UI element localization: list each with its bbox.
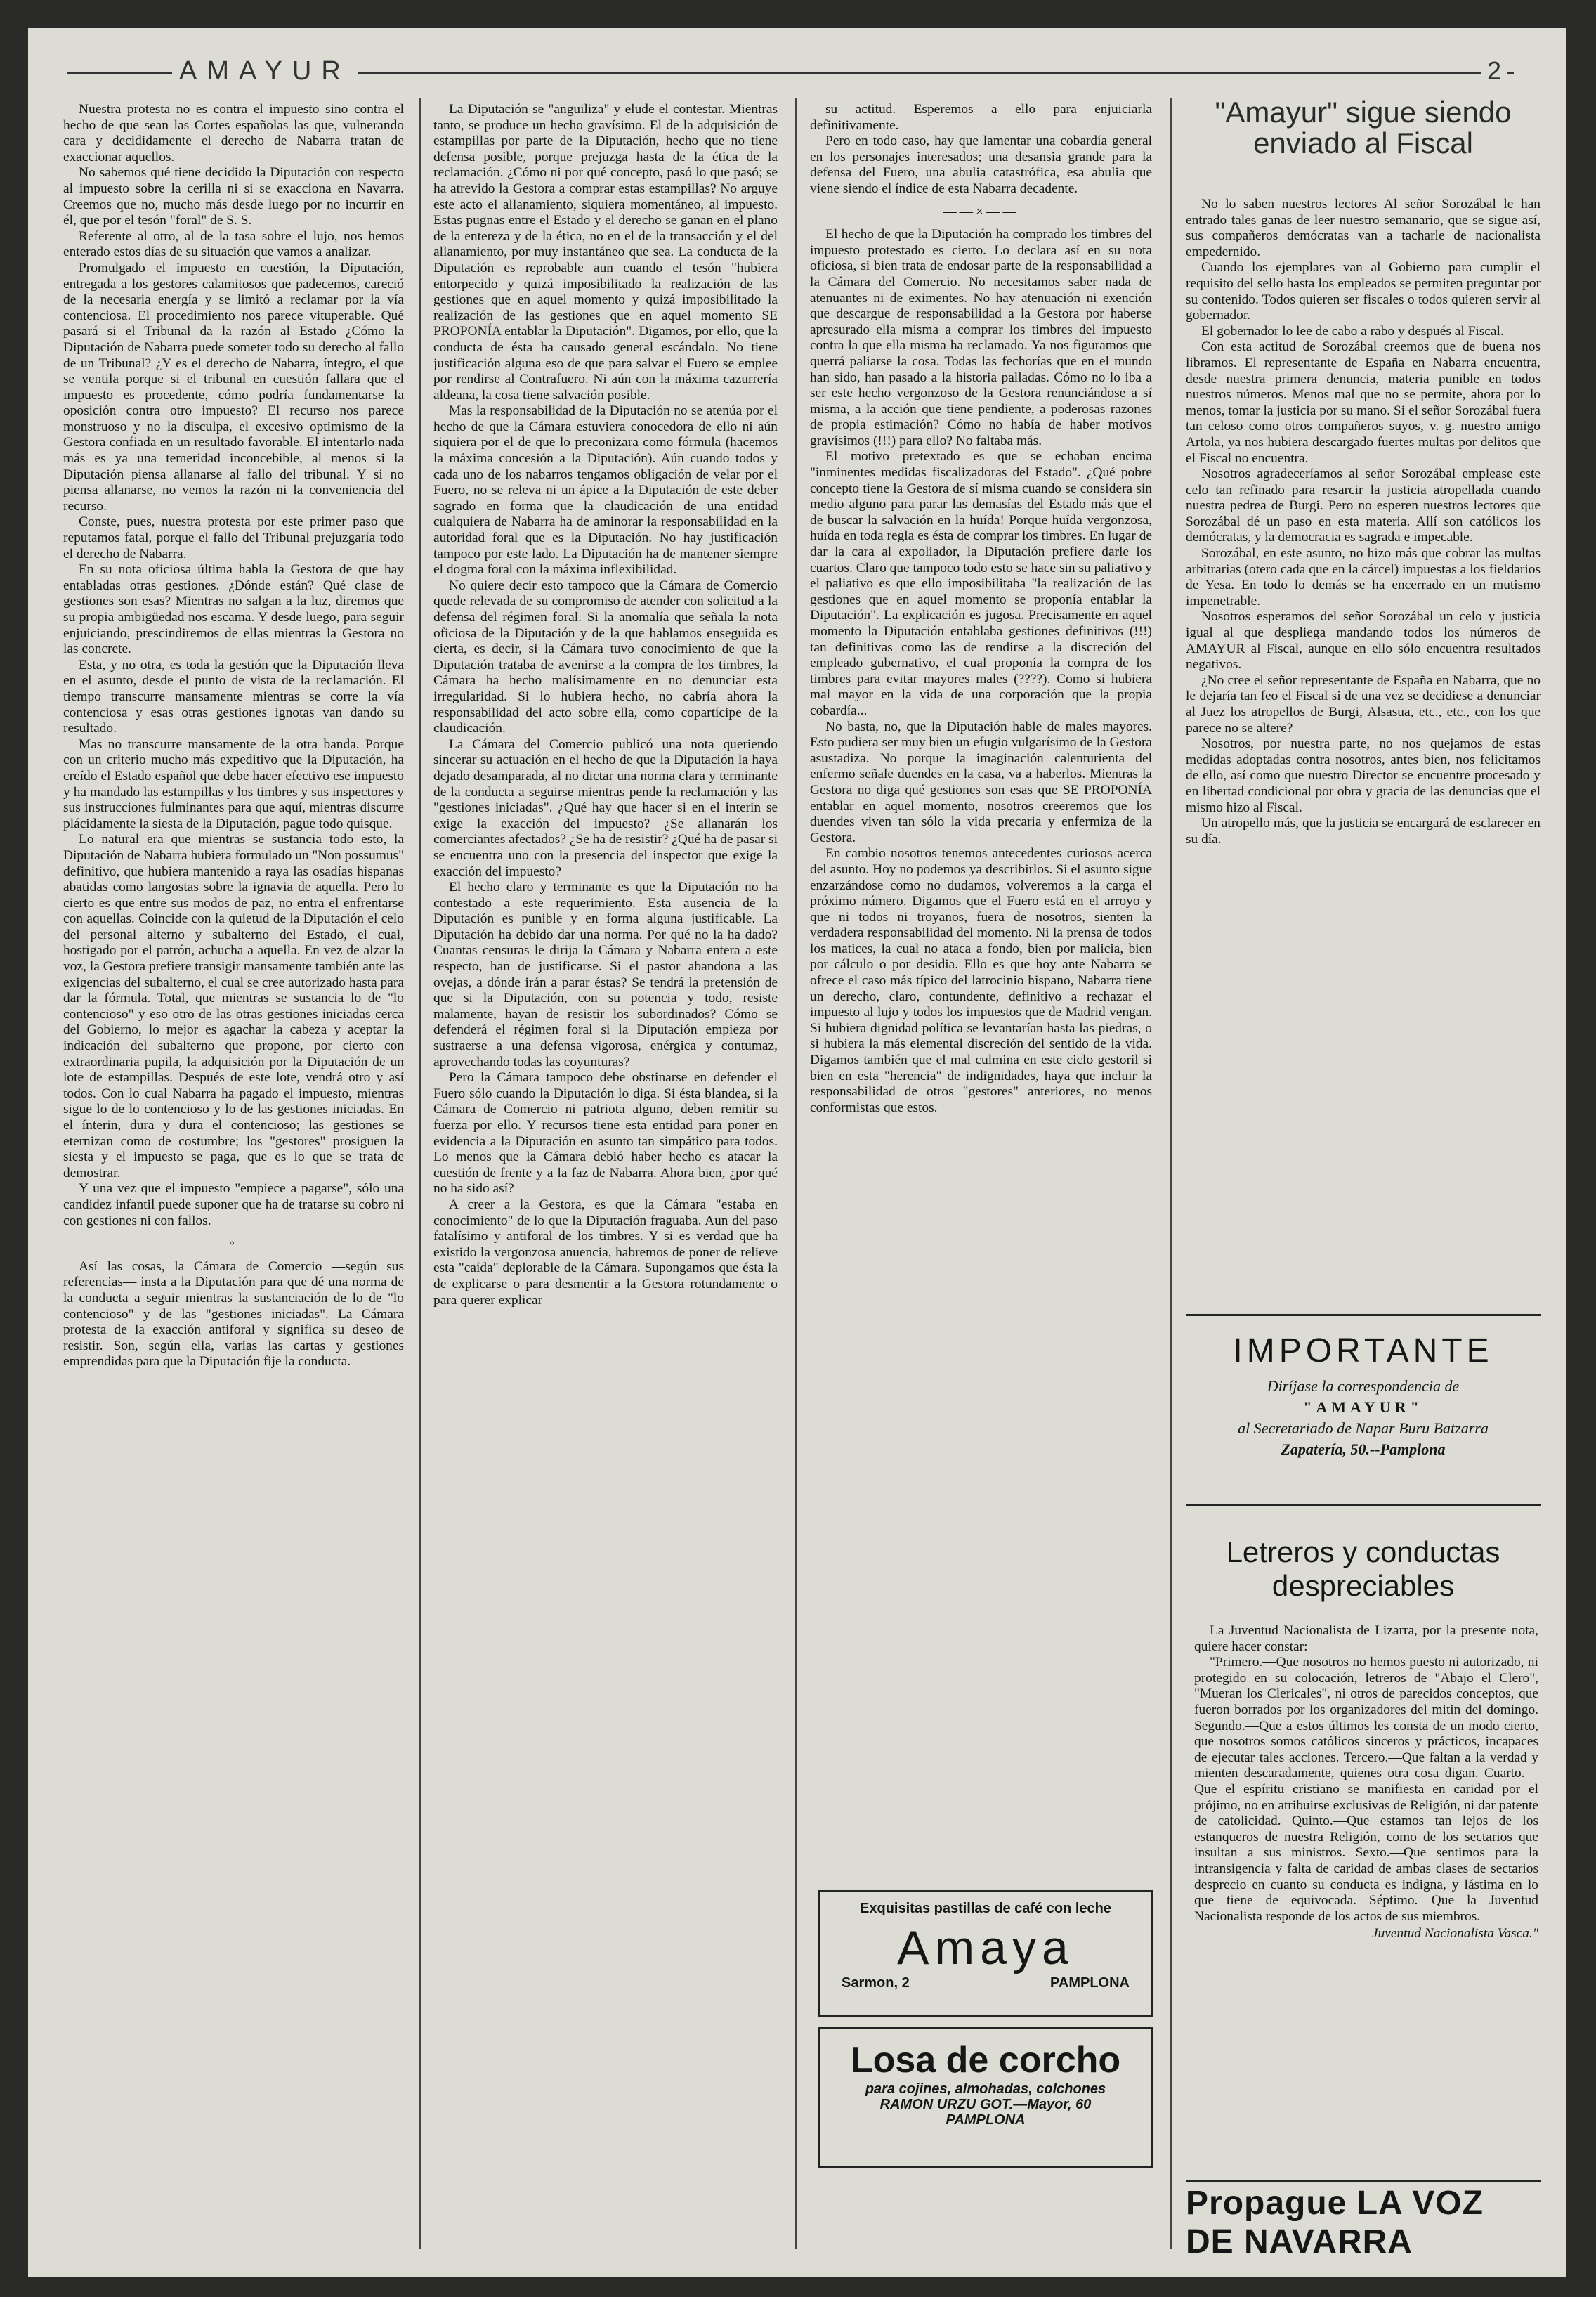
ad-city: PAMPLONA bbox=[946, 2112, 1026, 2128]
paragraph: No basta, no, que la Diputación hable de males mayores. Esto pudiera ser muy bien un efugio vulgarísimo de la Gestora asustadiza. No porque la imaginación calenturienta del enfermo señale duendes en la casa, va a haberlos. Mientras la Gestora no diga qué gestiones son esas que SE PROPONÍA entablar en aquel momento, nosotros creeremos que los duendes viven tan sólo la vida precaria y enfermiza de la Gestora. bbox=[810, 719, 1152, 845]
box-rule bbox=[1186, 2180, 1541, 2182]
ad-brand: Losa de corcho bbox=[850, 2040, 1121, 2081]
paragraph: La Cámara del Comercio publicó una nota queriendo sincerar su actuación en el hecho de que la Diputación la haya dejado desamparada, al no dictar una norma clara y terminante de la conducta a seguirse mientras pende la reclamación y las "gestiones iniciadas". ¿Qué hay que hacer si en el interin se exige la exacción del impuesto? ¿Se allanarán los comerciantes afectados? ¿Se ha de resistir? ¿Qué ha de pasar si se encuentra uno con la presencia del inspector que exige la exacción del impuesto? bbox=[433, 736, 778, 879]
section-separator: —◦— bbox=[213, 1236, 254, 1251]
paragraph: "Primero.—Que nosotros no hemos puesto ni autorizado, ni protegido en su colocación, letreros de "Abajo el Clero", "Mueran los Clericales", ni otros de parecidos conceptos, que fueron borrados por los organizadores del mitin del domingo. Segundo.—Que a estos últimos les consta de un modo cierto, que nosotros somos católicos sinceros y prácticos, incapaces de ejecutar tales acciones. Tercero.—Que faltan a la verdad y mienten descaradamente, quienes otra cosa digan. Cuarto.—Que el espíritu cristiano se manifiesta en caridad por el prójimo, no en atribuirse exclusivas de Religión, ni dar patente de catolicidad. Quinto.—Que estamos tan lejos de los estanqueros de nuestra Religión, como de los sectarios que insultan a sus ministros. Sexto.—Que sentimos para la intransigencia y falta de caridad de ambas clases de sectarios desprecio en cuanto su conducta es indigna, y lástima en lo que tiene de equivocada. Séptimo.—Que la Juventud Nacionalista responde de los actos de sus miembros. bbox=[1194, 1655, 1538, 1924]
paragraph: Cuando los ejemplares van al Gobierno para cumplir el requisito del sello hasta los empleados se permiten preguntar por su contenido. Todos quieren ser fiscales o todos quieren servir al gobernador. bbox=[1186, 260, 1541, 323]
paragraph: No lo saben nuestros lectores Al señor Sorozábal le han entrado tales ganas de leer nuestro semanario, que se sigue así, sus compañeros demócratas van a tacharle de nacionalista empedernido. bbox=[1186, 197, 1541, 259]
paragraph: El hecho claro y terminante es que la Diputación no ha contestado a este requerimiento. Esta ausencia de la Diputación es punible y en forma alguna justificable. La Diputación ha debido dar una norma. Por qué no la ha dado? Cuantas censuras le dirija la Cámara y Nabarra entera a este respecto, han de justificarse. Si el pastor abandona a las ovejas, a dónde irán a parar éstas? Se tendrá la pretensión de que si la Diputación, con su potencia y todo, resiste malamente, hayan de resistir los subordinados? Cómo se defenderá el régimen foral si la Diputación empieza por sustraerse a una defensa vigorosa, enérgica y contumaz, aprovechando todas las coyunturas? bbox=[433, 880, 778, 1069]
paragraph: Un atropello más, que la justicia se encargará de esclarecer en su día. bbox=[1186, 816, 1541, 847]
importante-line: Diríjase la correspondencia de bbox=[1267, 1377, 1460, 1395]
paragraph: Mas no transcurre mansamente de la otra banda. Porque con un criterio mucho más expeditivo que la Diputación, ha creído el Estado español que debe hacer efectivo ese impuesto y ha mandado las estampillas y los timbres y sus inspectores y sus instrucciones fulminantes para que aquí, mientras discurre plácidamente la siesta de la Diputación, pague todo quisque. bbox=[63, 736, 404, 831]
box-rule bbox=[1186, 1314, 1541, 1316]
box-rule bbox=[1186, 1504, 1541, 1506]
importante-address: Zapatería, 50.--Pamplona bbox=[1281, 1440, 1446, 1458]
letreros-body bbox=[1194, 1623, 1538, 1942]
ad-line: para cojines, almohadas, colchones bbox=[865, 2081, 1106, 2097]
paragraph: Nosotros agradeceríamos al señor Sorozábal emplease este celo tan refinado para resarcir la justicia atropellada cuando nuestra pedrea de Burgi. Pero no esperen nuestros lectores que Sorozábal dé un paso en esta materia. Allí son católicos los demócratas, y la democracia es sagrada e impecable. bbox=[1186, 467, 1541, 545]
letreros-signature: Juventud Nacionalista Vasca." bbox=[1371, 1926, 1538, 1941]
paragraph: Y una vez que el impuesto "empiece a pagarse", sólo una candidez infantil puede suponer que ha de tratarse su cobro ni con gestiones ni con fallos. bbox=[63, 1181, 404, 1228]
article-title-letreros: Letreros y conductas despreciables bbox=[1226, 1535, 1500, 1602]
paragraph: La Juventud Nacionalista de Lizarra, por la presente nota, quiere hacer constar: bbox=[1194, 1623, 1538, 1654]
paragraph: Promulgado el impuesto en cuestión, la Diputación, entregada a los gestores calamitosos que padecemos, careció de la necesaria energía y se limitó a reclamar por la vía contenciosa. El procedimiento nos parece vituperable. Qué pasará si el Tribunal da la razón al Estado ¿Cómo la Diputación de Nabarra puede someter todo su derecho al fallo de un Tribunal? ¿Y es el derecho de Nabarra, íntegro, el que se ventila porque si el tribunal en cuestión fallara que el impuesto es procedente, cómo podría fundamentarse la oposición contra otro impuesto? El recurso nos parece monstruoso y no la disculpa, el excesivo optimismo de la Gestora confiada en un resultado favorable. El intentarlo nada más es ya una temeridad inconcebible, al menos si la Diputación piensa allanarse al fallo del tribunal. Y si no piensa allanarse, no vemos la razón ni la conveniencia del recurso. bbox=[63, 260, 404, 514]
advertisement-amaya bbox=[818, 1890, 1153, 2017]
article-title-amayur: "Amayur" sigue siendo enviado al Fiscal bbox=[1215, 96, 1512, 160]
newspaper-page bbox=[28, 28, 1566, 2277]
paragraph: ¿No cree el señor representante de España en Nabarra, que no le dejaría tan feo el Fiscal si de una vez se decidiese a denunciar al Juez los atropellos de Burgi, Alsasua, etc., etc., con los que parece no se altere? bbox=[1186, 672, 1541, 736]
page-header bbox=[67, 56, 1528, 91]
importante-name: "AMAYUR" bbox=[1303, 1398, 1423, 1416]
paragraph: Mas la responsabilidad de la Diputación no se atenúa por el hecho de que la Cámara estuviera conocedora de ello ni aún siquiera por el de que lo preconizara como fórmula (hacemos la máxima concesión a la Diputación). Aún cuando todos y cada uno de los nabarros tengamos obligación de velar por el Fuero, no se releva ni un ápice a la Diputación de este deber sagrado en forma que la claudicación de una entidad cualquiera de Nabarra ha de aminorar la responsabilidad en la autoridad foral que es la Diputación. No hay justificación tampoco por este lado. La Diputación ha de mantener siempre el dogma foral con la máxima inflexibilidad. bbox=[433, 403, 778, 578]
paragraph: El motivo pretextado es que se echaban encima "inminentes medidas fiscalizadoras del Estado". ¿Qué pobre concepto tiene la Gestora de sí misma cuando se considera sin medio alguno para parar las demasías del Estado más que el de buscar la salvación en la huída! Porque huída vergonzosa, huída en toda regla es ésta de comprar los timbres. En lugar de dar la cara al expoliador, la Diputación prefiere darle los cuartos. Claro que tampoco todo esto se hace sin su paliativo y el paliativo es que ello imposibilitaba "la realización de las gestiones que en aquel momento se proponía entablar la Diputación". La explicación es jugosa. Precisamente en aquel momento la Diputación entablaba gestiones definitivas (!!!) tan definitivas como las de rendirse a la discreción del empleado gubernativo, el cual proponía la compra de los timbres para evitar mayores males (????). Como si hubiera mal mayor en la vida de una corporación que la propia cobardía... bbox=[810, 449, 1152, 718]
section-separator: ——×—— bbox=[943, 204, 1019, 219]
column-divider bbox=[419, 98, 421, 2249]
importante-notice bbox=[1186, 1325, 1541, 1486]
ad-brand: Amaya bbox=[897, 1921, 1074, 1974]
paragraph: No quiere decir esto tampoco que la Cámara de Comercio quede relevada de su compromiso de atender con solicitud a la defensa del régimen foral. Si la anomalía que señala la nota oficiosa de la Diputación y de la que hablamos enseguida es cierta, es decir, si la Cámara tuvo conocimiento de que la Diputación trataba de avenirse a la compra de los timbres, la Cámara ha hecho malísimamente en no denunciar esta irregularidad. Si lo hubiera hecho, no cabría ahora la responsabilidad del acto sobre ella, como copartícipe de la claudicación. bbox=[433, 578, 778, 736]
paragraph: El hecho de que la Diputación ha comprado los timbres del impuesto protestado es cierto. Lo declara así en su nota oficiosa, si bien trata de endosar parte de la responsabilidad a la Cámara del Comercio. No necesitamos saber nada de atenuantes ni de eximentes. No hay atenuación ni exención que descargue de responsabilidad a la Gestora por haberse apresurado ella misma a comprar los timbres del impuesto contra la que ella misma ha reclamado. Ya nos figuramos que querrá paliarse la cosa. Todas las fechorías que en el mundo han sido, han pasado a la historia palladas. Cómo no lo iba a ser este hecho vergonzoso de la Gestora renunciándose a sí misma, a la acción que tiene pendiente, a poderosas razones de propia estimación? Cómo no había de haber motivos gravísimos (!!!) para ello? No faltaba más. bbox=[810, 227, 1152, 448]
paragraph: Referente al otro, al de la tasa sobre el lujo, nos hemos enterado estos días de su situación que vamos a analizar. bbox=[63, 228, 404, 260]
ad-tagline: Exquisitas pastillas de café con leche bbox=[860, 1901, 1111, 1916]
paragraph: Conste, pues, nuestra protesta por este primer paso que reputamos fatal, porque el fallo del Tribunal prejuzgaría todo el derecho de Nabarra. bbox=[63, 514, 404, 561]
article-column-2 bbox=[433, 102, 778, 2203]
advertisement-corcho bbox=[818, 2027, 1153, 2168]
paragraph: Con esta actitud de Sorozábal creemos que de buena nos libramos. El representante de España en Nabarra encuentra, desde nuestra primera denuncia, materia punible en todos nuestros números. Menos mal que no se permite, ahora por lo menos, tomar la justicia por su mano. Si el señor Sorozábal fuera tan celoso como otros compañeros suyos, v. g. nuestro amigo Artola, ya nos hubiera descargado fuertes multas por delitos que el Fiscal no encuentra. bbox=[1186, 339, 1541, 466]
paragraph: El gobernador lo lee de cabo a rabo y después al Fiscal. bbox=[1201, 323, 1504, 339]
propague-banner: Propague LA VOZ DE NAVARRA bbox=[1186, 2184, 1484, 2260]
paragraph: Nosotros, por nuestra parte, no nos quejamos de estas medidas adoptadas contra nosotros, antes bien, nos felicitamos de ello, así como que nuestro Director se encuentre procesado y en libertad condicional por obra y gracia de las denuncias que el mismo hizo al Fiscal. bbox=[1186, 736, 1541, 815]
paragraph: Pero en todo caso, hay que lamentar una cobardía general en los personajes interesados; una desansia grande para la defensa del Fuero, una abulia catastrófica, esa abulia que viene siendo el índice de esta Nabarra decadente. bbox=[810, 134, 1152, 196]
paragraph: Así las cosas, la Cámara de Comercio —según sus referencias— insta a la Diputación para que dé una norma de la conducta a seguir mientras la sustanciación de lo de "lo contencioso" y de las "gestiones iniciadas". La Cámara protesta de la exacción antiforal y significa su deseo de resistir. Son, según ella, varias las cartas y gestiones emprendidas para que la Diputación fije la conducta. bbox=[63, 1258, 404, 1369]
paragraph: La Diputación se "anguiliza" y elude el contestar. Mientras tanto, se produce un hecho gravísimo. El de la adquisición de estampillas por parte de la Diputación, hecho que no tiene defensa posible, porque prejuzga hasta de la ética de la reclamación. ¿Cómo ni por qué concepto, pasó lo que pasó; se ha atrevido la Gestora a comprar estas estampillas? No arguye este acto el allanamiento, siquiera momentáneo, al impuesto. Estas pugnas entre el Estado y el derecho se ganan en el plano de la entereza y de la ética, no en el de la transacción y el del allanamiento, por muy instantáneo que sea. La conducta de la Diputación es reprobable aun cuando el tesón "hubiera entorpecido y quizá imposibilitado la realización de las gestiones que en aquel momento y quizá imposibilitado la realización de las gestiones que en aquel momento SE PROPONÍA entablar la Diputación". Digamos, por ello, que la conducta de ésta ha causado general escándalo. No tiene justificación alguna eso de que para salvar el Fuero se emplee por rendirse al Contrafuero. Ni aún con la máxima cazurrería aldeana, la cosa tiene salvación posible. bbox=[433, 102, 778, 403]
paragraph: En cambio nosotros tenemos antecedentes curiosos acerca del asunto. Hoy no podemos ya describirlos. Si el asunto sigue enzarzándose como no dudamos, volveremos a la carga el próximo número. Digamos que el Fuero está en el arroyo y que ni todos ni troyanos, fuera de nosotros, sienten la verdadera responsabilidad del momento. Ni la prensa de todos los matices, la cual no ataca a fondo, bien por malicia, bien por cálculo o por desidia. Ello es que hoy ante Nabarra se ofrece el caso más típico del latrocinio hispano, Nabarra tiene un derecho, claro, contundente, definitivo a rechazar el impuesto al lujo y todos los impuestos que de Madrid vengan. Si hubiera dignidad política se levantarían hasta las piedras, o si hubiera la más elemental discreción del sentido de la vida. Digamos también que el mal culmina en este ciclo gestoril si bien en esta "herencia" de indignidades, haya que incluir la responsabilidad de otros "gestores" anteriores, no menos conformistas que estos. bbox=[810, 846, 1152, 1115]
paragraph: Lo natural era que mientras se sustancia todo esto, la Diputación de Nabarra hubiera formulado un "Non possumus" definitivo, que hubiera mantenido a raya las osadías hispanas abatidas como langostas sobre la ignavia de aquella. Pero lo cierto es que entre sus modos de paz, no entra el enfrentarse con aquellas. Coincide con la quietud de la Diputación el celo del personal alterno y subalterno del Estado, el cual, hostigado por el patrón, achucha a aquella. En vez de alzar la voz, la Gestora prefiere transigir mansamente también ante las exigencias del subalterno, el cual se cree autorizado hasta para dar la fórmula. Total, que mientras se sustancia lo de "lo contencioso" y eso otro de las otras gestiones iniciadas cerca del Gobierno, lo mejor es agachar la cabeza y aceptar la indicación del subalterno que propone, por cierto con extraordinaria pupila, la adquisición por la Diputación de un lote de estampillas. Después de este lote, vendrá otro y así todos. Con lo cual Nabarra ha pagado el impuesto, mientras sigue lo de lo contencioso y lo de las gestiones iniciadas. En el ínterin, dura y dura el contencioso; las gestiones se eternizan como de costumbre; los "gestores" prosiguen la siesta y el impuesto se paga, que es lo que se trata de demostrar. bbox=[63, 832, 404, 1180]
paragraph: Nuestra protesta no es contra el impuesto sino contra el hecho de que sean las Cortes españolas las que, vulnerando cara y decididamente el derecho de Nabarra tratan de exaccionar aquellos. bbox=[63, 102, 404, 164]
importante-title: IMPORTANTE bbox=[1233, 1332, 1493, 1369]
ad-city: PAMPLONA bbox=[1050, 1975, 1130, 1991]
masthead-title: AMAYUR bbox=[172, 56, 358, 86]
paragraph: Esta, y no otra, es toda la gestión que la Diputación lleva en el asunto, desde el punto de vista de la reclamación. El tiempo transcurre mansamente mientras se corre la vía contenciosa y esas otras gestiones ignotas van dando su resultado. bbox=[63, 657, 404, 736]
ad-line: RAMON URZU GOT.—Mayor, 60 bbox=[879, 2097, 1092, 2112]
paragraph: Pero la Cámara tampoco debe obstinarse en defender el Fuero sólo cuando la Diputación lo diga. Si ésta blandea, si la Cámara de Comercio ni patriota alguno, deben remitir su fuerza por ello. Y recursos tiene esta entidad para poner en evidencia a la Diputación en asunto tan simpático para todos. Lo menos que la Cámara debió haber hecho es atacar la cuestión de frente y a la faz de Nabarra. Ahora bien, ¿por qué no ha sido así? bbox=[433, 1070, 778, 1197]
article-column-4 bbox=[1186, 197, 1541, 1293]
paragraph: Sorozábal, en este asunto, no hizo más que cobrar las multas arbitrarias (otero cada que en la cárcel) impuestas a los fieldarios de Yesa. En todo lo demás se ha encerrado en un mutismo impenetrable. bbox=[1186, 546, 1541, 609]
importante-line: al Secretariado de Napar Buru Batzarra bbox=[1238, 1419, 1489, 1437]
paragraph: Nosotros esperamos del señor Sorozábal un celo y justicia igual al que despliega mandando todos los números de AMAYUR al Fiscal, aunque en ello sólo encuentra resultados negativos. bbox=[1186, 609, 1541, 672]
article-column-1 bbox=[63, 102, 404, 2203]
column-divider bbox=[795, 98, 797, 2249]
column-divider bbox=[1170, 98, 1172, 2249]
ad-address: Sarmon, 2 bbox=[842, 1975, 910, 1991]
paragraph: En su nota oficiosa última habla la Gestora de que hay entabladas otras gestiones. ¿Dónde están? Qué clase de gestiones son esas? Mientras no salgan a la luz, diremos que su propia ambigüedad nos escama. Y desde luego, para seguir enjuiciando, prescindiremos de ellas mientras la Gestora no las concrete. bbox=[63, 562, 404, 657]
page-number: 2 bbox=[1481, 56, 1507, 86]
paragraph: No sabemos qué tiene decidido la Diputación con respecto al impuesto sobre la cerilla ni si se exacciona en Navarra. Creemos que no, mucho más desde luego por no incurrir en él, que por el tesón "foral" de S. S. bbox=[63, 165, 404, 228]
article-column-3 bbox=[810, 102, 1152, 1887]
paragraph: su actitud. Esperemos a ello para enjuiciarla definitivamente. bbox=[810, 102, 1152, 133]
paragraph: A creer a la Gestora, es que la Cámara "estaba en conocimiento" de lo que la Diputación fraguaba. Aun del paso fatalísimo y antiforal de los timbres. Y si es verdad que ha existido la vergonzosa anuencia, habremos de poner de relieve esta "caída" deplorable de la Cámara. Supongamos que ésta la de explicarse o para desmentir a la Gestora rotundamente o para querer explicar bbox=[433, 1197, 778, 1308]
